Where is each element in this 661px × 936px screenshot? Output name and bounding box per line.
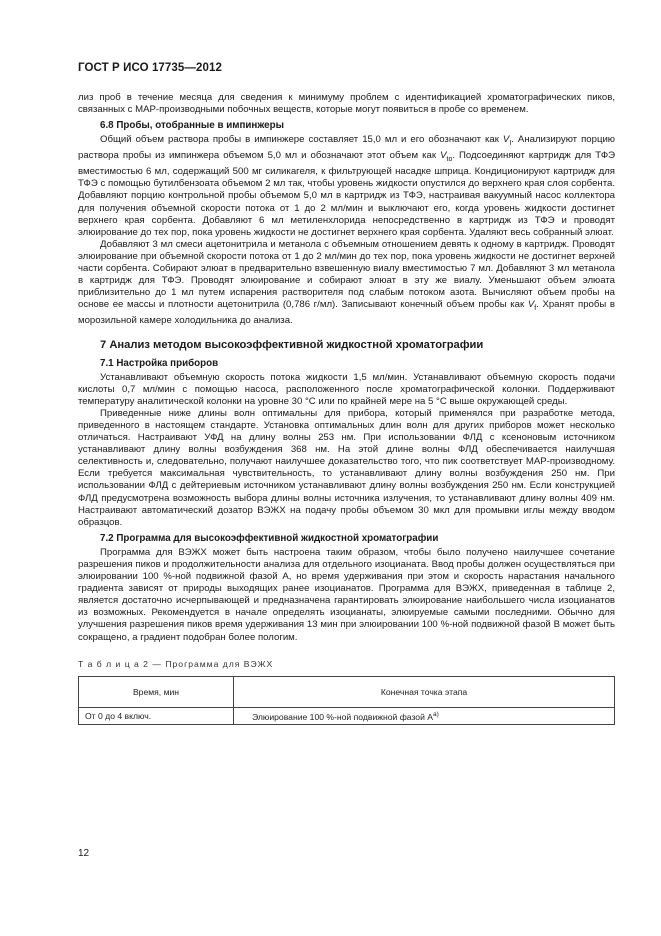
- table-header-endpoint: Конечная точка этапа: [234, 676, 615, 707]
- standard-title: ГОСТ Р ИСО 17735—2012: [78, 62, 223, 74]
- section-7-heading: 7 Анализ методом высокоэффективной жидкостной хроматографии: [100, 339, 484, 352]
- section-7-2-paragraph-1: Программа для ВЭЖХ может быть настроена таким образом, чтобы было получено наилучшее сочетание разрешения пиков и продолжительности анализа для отдельного изоцианата. Ввод пробы должен осуществляться при элюировании 100 %-ной подвижной фазой А, но время удерживания при этом и скорость нарастания начального градиента зависят от природы выходящих ранее изоцианатов. Программа для ВЭЖХ, приведенная в таблице 2, является достаточно исчерпывающей и предназначена гарантировать элюирование наибольшего числа изоцианатов из возможных. Рекомендуется в начале определять изоцианаты, элюируемые самыми последними. Обычно для улучшения разрешения пиков время удерживания 13 мин при элюировании 100 %-ной подвижной фазой В может быть сокращено, а градиент подобран более пологим.: [78, 546, 615, 643]
- document-header: [78, 62, 615, 74]
- table-header-time: Время, мин: [79, 676, 234, 707]
- table-2-caption: Т а б л и ц а 2 — Программа для ВЭЖХ: [78, 658, 274, 669]
- table-2: [78, 676, 615, 725]
- table-footnote-ref: a): [433, 710, 439, 718]
- page-number: 12: [78, 848, 90, 859]
- section-6-8-paragraph-1: Общий объем раствора пробы в импинжере составляет 15,0 мл и его обозначают как $V_I$. Анализируют порцию раствора пробы из импинжера объемом 5,0 мл и обозначают этот объем как $V_{to}$. Подсоединяют картридж для ТФЭ вместимостью 6 мл, содержащий 500 мг силикагеля, к фильтрующей насадке шприца. Кондиционируют картридж для ТФЭ с помощью бутилбензоата объемом 2 мл так, чтобы уровень жидкости опустился до верхнего края слоя сорбента. Добавляют порцию контрольной пробы объемом 5,0 мл в картридж из ТФЭ, настраивая вакуумный насос коллектора для получения объемной скорости потока от 1 до 2 мл/мин и выключают его, когда уровень жидкости достигнет верхнего края сорбента. Добавляют 6 мл метиленхлорида непосредственно в картридж из ТФЭ и проводят элюирование до тех пор, пока уровень жидкости не достигнет верхнего края сорбента. Удаляют весь собранный элюат.: [78, 134, 616, 238]
- section-7-1-heading: 7.1 Настройка приборов: [100, 357, 219, 369]
- section-6-8-heading: 6.8 Пробы, отобранные в импинжеры: [100, 120, 284, 132]
- section-7-2-heading: 7.2 Программа для высокоэффективной жидкостной хроматографии: [100, 532, 439, 544]
- section-7-1-paragraph-1: Устанавливают объемную скорость потока жидкости 1,5 мл/мин. Устанавливают объемную скорость подачи кислоты 0,7 мл/мин с помощью насоса, расположенного после хроматографической колонки. Поддерживают температуру аналитической колонки на уровне 30 °С или по крайней мере на 5 °С выше окружающей среды.: [78, 371, 615, 407]
- table-cell-time: От 0 до 4 включ.: [79, 707, 234, 724]
- page-body: [78, 92, 615, 725]
- table-header-row: [79, 676, 615, 707]
- section-7-1-paragraph-2: Приведенные ниже длины волн оптимальны для прибора, который применялся при разработке метода, приведенного в настоящем стандарте. Установка оптимальных длин волн для других приборов может несколько отличаться. Настраивают УФД на длину волны 253 нм. При использовании ФЛД с ксеноновым источником устанавливают длину волны возбуждения 368 нм. На этой длине волны ФЛД обеспечивается наилучшая селективность и, следовательно, получают наилучшее доказательство того, что пик соответствует МАР-производному. Если требуется максимальная чувствительность, то устанавливают длину волны возбуждения 250 нм. При использовании ФЛД с дейтериевым источником устанавливают длину волны возбуждения 250 нм. Если конструкцией ФЛД предусмотрена возможность выбора длины волны источника излучения, то устанавливают длину волны 409 нм. Настраивают автоматический дозатор ВЭЖХ на подачу пробы объемом 30 мкл для промывки иглы между вводом образцов.: [78, 407, 615, 528]
- intro-paragraph: лиз проб в течение месяца для сведения к минимуму проблем с идентификацией хроматографических пиков, связанных с МАР-производными побочных веществ, которые могут появиться в пробе со временем.: [78, 92, 615, 116]
- section-6-8-paragraph-2: Добавляют 3 мл смеси ацетонитрила и метанола с объемным отношением девять к одному в картридж. Проводят элюирование при объемной скорости потока от 1 до 2 мл/мин до тех пор, пока уровень жидкости не достигнет верхней части сорбента. Собирают элюат в предварительно взвешенную виалу вместимостью 7 мл. Добавляют 3 мл метанола в картридж для ТФЭ. Проводят элюирование и собирают элюат в эту же виалу. Уменьшают объем элюата приблизительно до 1 мл путем испарения растворителя под слабым потоком азота. Вычисляют объем пробы на основе ее массы и плотности ацетонитрила (0,786 г/мл). Записывают конечный объем пробы как $V_f$. Хранят пробы в морозильной камере холодильника до анализа.: [78, 238, 615, 327]
- table-row: [79, 707, 615, 724]
- table-cell-endpoint: Элюирование 100 %-ной подвижной фазой $А^{a)}$: [234, 707, 615, 724]
